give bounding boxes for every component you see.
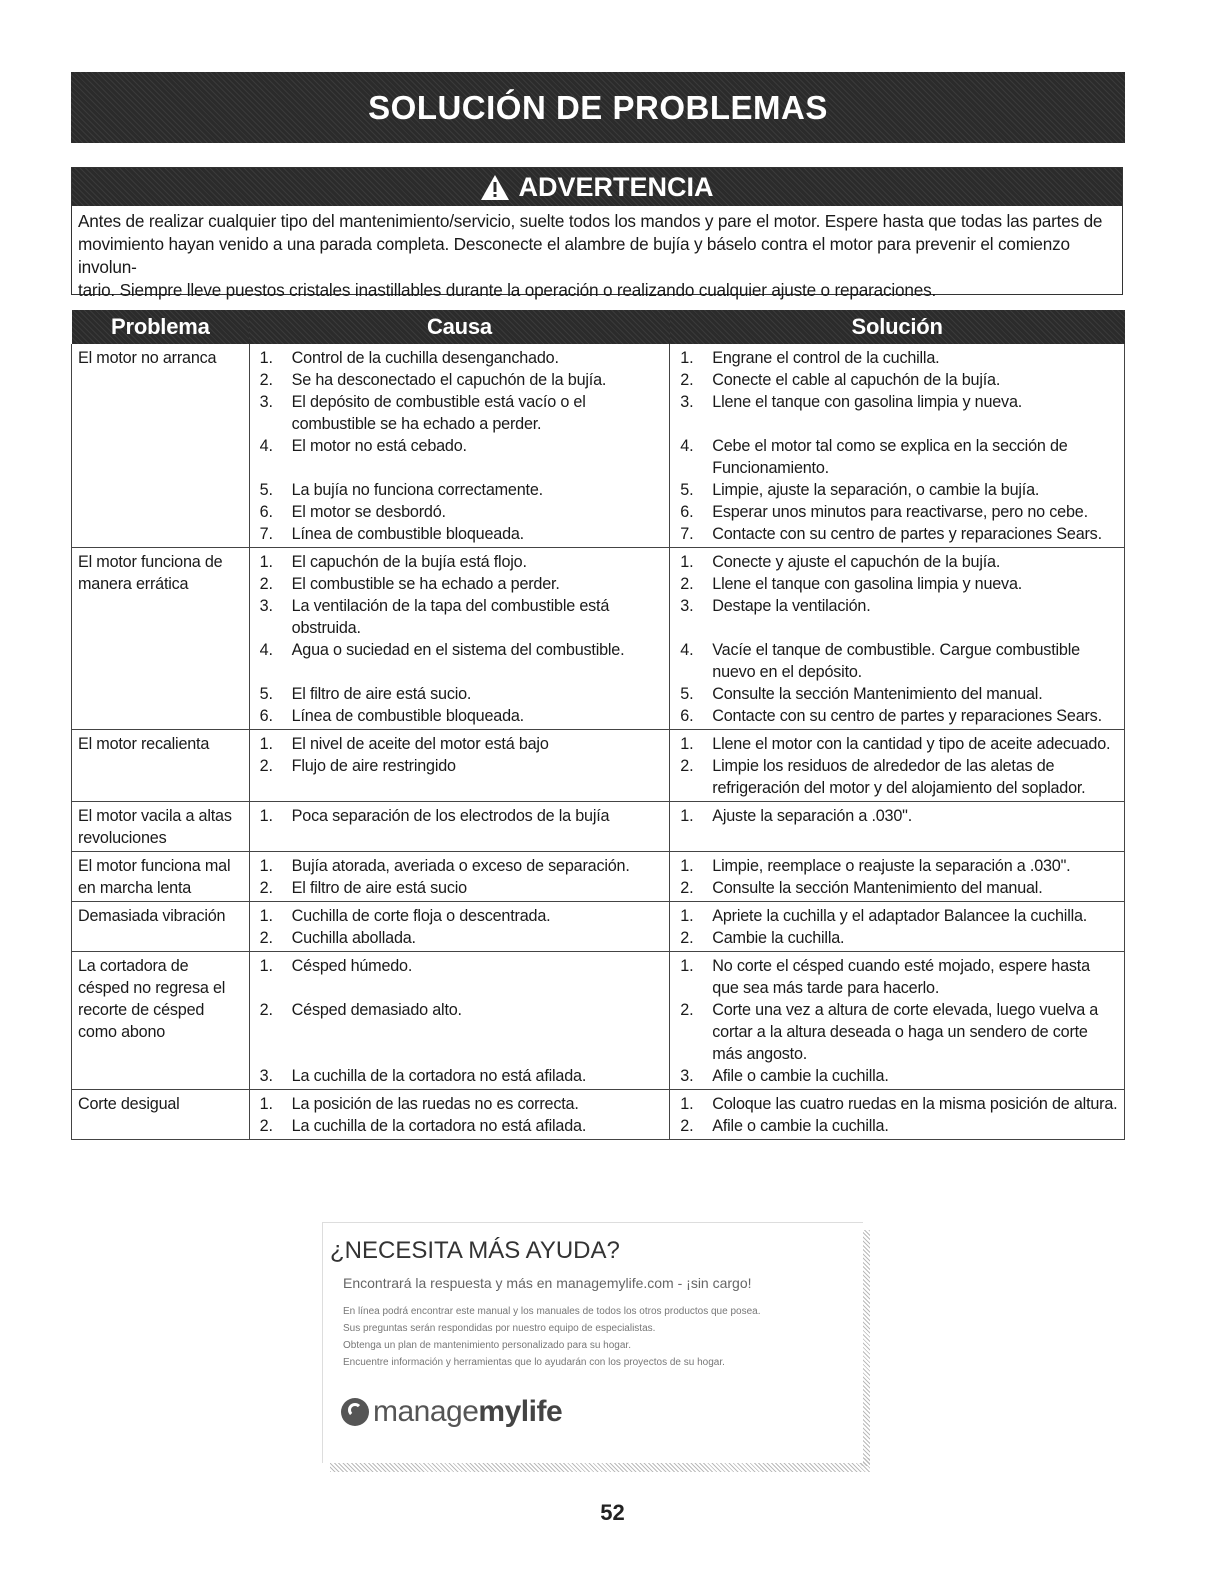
problem-cell: El motor vacila a altas revoluciones bbox=[72, 802, 250, 852]
item-text: La cuchilla de la cortadora no está afilada. bbox=[291, 1067, 587, 1085]
solution-cell bbox=[670, 730, 1125, 802]
title-banner bbox=[71, 72, 1125, 143]
cause-item bbox=[256, 905, 664, 927]
cause-item bbox=[256, 705, 664, 727]
cause-cell bbox=[249, 1090, 670, 1140]
solution-item bbox=[676, 523, 1118, 545]
item-number: 4. bbox=[259, 437, 273, 455]
promo-line: Sus preguntas serán respondidas por nuestro equipo de especialistas. bbox=[343, 1323, 656, 1334]
item-text: Consulte la sección Mantenimiento del manual. bbox=[712, 685, 1043, 703]
solution-item bbox=[676, 551, 1118, 573]
warning-line: Antes de realizar cualquier tipo del mantenimiento/servicio, suelte todos los mandos y pare el motor. Espere hasta que todas las partes de bbox=[78, 211, 1103, 231]
cause-item bbox=[256, 523, 664, 545]
cause-item bbox=[256, 347, 664, 369]
problem-cell: Demasiada vibración bbox=[72, 902, 250, 952]
help-promo-box bbox=[322, 1222, 870, 1472]
solution-item bbox=[676, 877, 1118, 899]
solution-item bbox=[676, 855, 1118, 877]
item-number: 1. bbox=[259, 1095, 273, 1113]
item-text: Contacte con su centro de partes y reparaciones Sears. bbox=[712, 707, 1102, 725]
item-number: 2. bbox=[680, 575, 694, 593]
item-number: 2. bbox=[680, 879, 694, 897]
promo-line: Obtenga un plan de mantenimiento personalizado para su hogar. bbox=[343, 1340, 631, 1351]
table-row bbox=[72, 730, 1125, 802]
item-text: El motor no está cebado. bbox=[291, 437, 467, 455]
page-title: SOLUCIÓN DE PROBLEMAS bbox=[368, 88, 828, 126]
item-text: Cuchilla de corte floja o descentrada. bbox=[291, 907, 551, 925]
solution-item bbox=[676, 479, 1118, 501]
solution-item bbox=[676, 347, 1118, 369]
cause-item bbox=[256, 639, 664, 683]
item-number: 2. bbox=[259, 879, 273, 897]
item-number: 7. bbox=[680, 525, 694, 543]
item-text: Contacte con su centro de partes y reparaciones Sears. bbox=[712, 525, 1102, 543]
item-number: 1. bbox=[680, 1095, 694, 1113]
cause-item bbox=[256, 855, 664, 877]
item-text: Césped húmedo. bbox=[291, 957, 413, 975]
item-number: 5. bbox=[259, 481, 273, 499]
item-text: El nivel de aceite del motor está bajo bbox=[291, 735, 549, 753]
item-number: 1. bbox=[259, 807, 273, 825]
solution-item bbox=[676, 1093, 1118, 1115]
item-text: La posición de las ruedas no es correcta. bbox=[291, 1095, 579, 1113]
cause-cell bbox=[249, 344, 670, 548]
item-number: 1. bbox=[680, 857, 694, 875]
item-text: La ventilación de la tapa del combustible está obstruida. bbox=[291, 597, 610, 637]
promo-subheading: Encontrará la respuesta y más en managemylife.com - ¡sin cargo! bbox=[343, 1275, 752, 1291]
warning-box bbox=[71, 167, 1123, 300]
solution-cell bbox=[670, 548, 1125, 730]
cause-item bbox=[256, 369, 664, 391]
item-text: Agua o suciedad en el sistema del combustible. bbox=[291, 641, 625, 659]
item-number: 3. bbox=[680, 393, 694, 411]
warning-heading: ADVERTENCIA bbox=[518, 171, 714, 202]
item-text: Cambie la cuchilla. bbox=[712, 929, 845, 947]
promo-frame bbox=[322, 1222, 863, 1463]
problem-cell: El motor recalienta bbox=[72, 730, 250, 802]
item-text: La cuchilla de la cortadora no está afilada. bbox=[291, 1117, 587, 1135]
logo-mark-icon bbox=[341, 1398, 369, 1426]
cause-item bbox=[256, 1093, 664, 1115]
solution-cell bbox=[670, 852, 1125, 902]
cause-item bbox=[256, 595, 664, 639]
solution-item bbox=[676, 905, 1118, 927]
table-body bbox=[72, 344, 1125, 1140]
cause-item bbox=[256, 551, 664, 573]
problem-cell: Corte desigual bbox=[72, 1090, 250, 1140]
page-number: 52 bbox=[600, 1500, 625, 1525]
solution-cell bbox=[670, 952, 1125, 1090]
item-text: El filtro de aire está sucio. bbox=[291, 685, 472, 703]
cause-item bbox=[256, 999, 664, 1065]
item-number: 2. bbox=[259, 1001, 273, 1019]
item-text: Limpie, reemplace o reajuste la separación a .030". bbox=[712, 857, 1071, 875]
table-header-row bbox=[72, 310, 1125, 344]
table-row bbox=[72, 1090, 1125, 1140]
item-text: Destape la ventilación. bbox=[712, 597, 871, 615]
promo-line: En línea podrá encontrar este manual y los manuales de todos los otros productos que posea. bbox=[343, 1306, 761, 1317]
item-number: 3. bbox=[259, 1067, 273, 1085]
item-number: 1. bbox=[259, 957, 273, 975]
item-text: Se ha desconectado el capuchón de la bujía. bbox=[291, 371, 607, 389]
problem-cell: El motor funciona mal en marcha lenta bbox=[72, 852, 250, 902]
problem-cell: La cortadora de césped no regresa el recorte de césped como abono bbox=[72, 952, 250, 1090]
item-number: 1. bbox=[259, 907, 273, 925]
item-number: 5. bbox=[680, 481, 694, 499]
item-number: 1. bbox=[259, 857, 273, 875]
logo-word-a: manage bbox=[373, 1395, 479, 1428]
item-number: 1. bbox=[680, 957, 694, 975]
item-number: 1. bbox=[680, 553, 694, 571]
item-text: Llene el tanque con gasolina limpia y nueva. bbox=[712, 575, 1023, 593]
cause-item bbox=[256, 683, 664, 705]
item-number: 3. bbox=[680, 1067, 694, 1085]
item-text: Afile o cambie la cuchilla. bbox=[712, 1067, 889, 1085]
item-number: 1. bbox=[680, 735, 694, 753]
solution-item bbox=[676, 705, 1118, 727]
item-number: 5. bbox=[259, 685, 273, 703]
item-text: Afile o cambie la cuchilla. bbox=[712, 1117, 889, 1135]
warning-triangle-icon bbox=[480, 174, 510, 201]
item-text: Coloque las cuatro ruedas en la misma posición de altura. bbox=[712, 1095, 1118, 1113]
cause-item bbox=[256, 877, 664, 899]
solution-cell bbox=[670, 344, 1125, 548]
item-number: 2. bbox=[259, 371, 273, 389]
solution-item bbox=[676, 639, 1118, 683]
solution-item bbox=[676, 683, 1118, 705]
item-number: 2. bbox=[259, 575, 273, 593]
item-number: 3. bbox=[259, 597, 273, 615]
warning-line: movimiento hayan venido a una parada completa. Desconecte el alambre de bujía y báselo contra el motor para prevenir el comienzo involun- bbox=[78, 234, 1070, 277]
item-text: Esperar unos minutos para reactivarse, pero no cebe. bbox=[712, 503, 1088, 521]
item-number: 1. bbox=[680, 807, 694, 825]
warning-line: tario. Siempre lleve puestos cristales inastillables durante la operación o realizando cualquier ajuste o reparaciones. bbox=[78, 280, 937, 300]
item-text: El capuchón de la bujía está flojo. bbox=[291, 553, 527, 571]
item-number: 1. bbox=[259, 735, 273, 753]
managemylife-logo bbox=[341, 1395, 562, 1429]
logo-word-b: mylife bbox=[478, 1395, 563, 1428]
item-text: Cuchilla abollada. bbox=[291, 929, 416, 947]
promo-line: Encuentre información y herramientas que lo ayudarán con los proyectos de su hogar. bbox=[343, 1357, 725, 1368]
table-row bbox=[72, 902, 1125, 952]
item-number: 2. bbox=[680, 371, 694, 389]
logo-wordmark bbox=[373, 1395, 562, 1429]
item-text: Corte una vez a altura de corte elevada, luego vuelva a cortar a la altura deseada o haga un sendero de corte más angosto. bbox=[712, 1001, 1099, 1063]
promo-lines bbox=[343, 1303, 760, 1371]
solution-cell bbox=[670, 902, 1125, 952]
cause-item bbox=[256, 435, 664, 479]
solution-item bbox=[676, 435, 1118, 479]
solution-cell bbox=[670, 802, 1125, 852]
cause-item bbox=[256, 391, 664, 435]
item-text: Ajuste la separación a .030". bbox=[712, 807, 912, 825]
item-text: Bujía atorada, averiada o exceso de separación. bbox=[291, 857, 630, 875]
item-text: El combustible se ha echado a perder. bbox=[291, 575, 560, 593]
item-number: 4. bbox=[680, 437, 694, 455]
item-text: Llene el tanque con gasolina limpia y nueva. bbox=[712, 393, 1023, 411]
item-number: 1. bbox=[680, 907, 694, 925]
item-text: Línea de combustible bloqueada. bbox=[291, 525, 524, 543]
item-number: 2. bbox=[680, 757, 694, 775]
item-text: El motor se desbordó. bbox=[291, 503, 446, 521]
column-header-causa: Causa bbox=[249, 310, 670, 344]
solution-cell bbox=[670, 1090, 1125, 1140]
promo-heading: ¿NECESITA MÁS AYUDA? bbox=[330, 1237, 620, 1264]
item-number: 1. bbox=[680, 349, 694, 367]
solution-item bbox=[676, 927, 1118, 949]
item-number: 2. bbox=[259, 1117, 273, 1135]
cause-cell bbox=[249, 548, 670, 730]
item-text: Limpie los residuos de alrededor de las aletas de refrigeración del motor y del alojamiento del soplador. bbox=[712, 757, 1086, 797]
item-text: Limpie, ajuste la separación, o cambie la bujía. bbox=[712, 481, 1040, 499]
item-number: 1. bbox=[259, 553, 273, 571]
table-row bbox=[72, 952, 1125, 1090]
cause-item bbox=[256, 955, 664, 999]
item-number: 6. bbox=[680, 503, 694, 521]
solution-item bbox=[676, 805, 1118, 827]
item-number: 5. bbox=[680, 685, 694, 703]
item-number: 2. bbox=[259, 757, 273, 775]
item-text: No corte el césped cuando esté mojado, espere hasta que sea más tarde para hacerlo. bbox=[712, 957, 1090, 997]
warning-text bbox=[72, 206, 1122, 302]
item-text: Llene el motor con la cantidad y tipo de aceite adecuado. bbox=[712, 735, 1111, 753]
item-number: 2. bbox=[259, 929, 273, 947]
item-number: 3. bbox=[259, 393, 273, 411]
item-number: 3. bbox=[680, 597, 694, 615]
table-row bbox=[72, 802, 1125, 852]
item-text: Conecte y ajuste el capuchón de la bujía. bbox=[712, 553, 1001, 571]
item-text: El filtro de aire está sucio bbox=[291, 879, 467, 897]
item-text: Consulte la sección Mantenimiento del manual. bbox=[712, 879, 1043, 897]
solution-item bbox=[676, 1115, 1118, 1137]
cause-cell bbox=[249, 952, 670, 1090]
item-number: 4. bbox=[259, 641, 273, 659]
solution-item bbox=[676, 501, 1118, 523]
item-number: 2. bbox=[680, 929, 694, 947]
item-number: 6. bbox=[259, 707, 273, 725]
solution-item bbox=[676, 999, 1118, 1065]
cause-item bbox=[256, 927, 664, 949]
item-text: Césped demasiado alto. bbox=[291, 1001, 462, 1019]
solution-item bbox=[676, 1065, 1118, 1087]
solution-item bbox=[676, 391, 1118, 435]
problem-cell: El motor no arranca bbox=[72, 344, 250, 548]
item-text: Control de la cuchilla desenganchado. bbox=[291, 349, 559, 367]
cause-cell bbox=[249, 730, 670, 802]
solution-item bbox=[676, 955, 1118, 999]
column-header-problema: Problema bbox=[72, 310, 250, 344]
item-number: 6. bbox=[259, 503, 273, 521]
item-text: La bujía no funciona correctamente. bbox=[291, 481, 543, 499]
table-row bbox=[72, 344, 1125, 548]
column-header-solucion: Solución bbox=[670, 310, 1125, 344]
cause-item bbox=[256, 501, 664, 523]
item-text: Línea de combustible bloqueada. bbox=[291, 707, 524, 725]
item-number: 2. bbox=[680, 1001, 694, 1019]
item-text: Cebe el motor tal como se explica en la sección de Funcionamiento. bbox=[712, 437, 1068, 477]
solution-item bbox=[676, 573, 1118, 595]
cause-item bbox=[256, 733, 664, 755]
warning-header bbox=[72, 168, 1122, 206]
cause-cell bbox=[249, 802, 670, 852]
table-row bbox=[72, 852, 1125, 902]
item-text: Flujo de aire restringido bbox=[291, 757, 456, 775]
item-number: 2. bbox=[680, 1117, 694, 1135]
item-text: Engrane el control de la cuchilla. bbox=[712, 349, 940, 367]
troubleshooting-table bbox=[71, 310, 1125, 1140]
solution-item bbox=[676, 733, 1118, 755]
item-number: 6. bbox=[680, 707, 694, 725]
cause-item bbox=[256, 1065, 664, 1087]
item-number: 1. bbox=[259, 349, 273, 367]
item-text: Poca separación de los electrodos de la bujía bbox=[291, 807, 610, 825]
item-text: Vacíe el tanque de combustible. Cargue combustible nuevo en el depósito. bbox=[712, 641, 1080, 681]
item-text: Apriete la cuchilla y el adaptador Balancee la cuchilla. bbox=[712, 907, 1088, 925]
table-row bbox=[72, 548, 1125, 730]
cause-item bbox=[256, 573, 664, 595]
cause-cell bbox=[249, 852, 670, 902]
item-number: 7. bbox=[259, 525, 273, 543]
problem-cell: El motor funciona de manera errática bbox=[72, 548, 250, 730]
item-text: Conecte el cable al capuchón de la bujía. bbox=[712, 371, 1001, 389]
cause-item bbox=[256, 755, 664, 799]
cause-item bbox=[256, 1115, 664, 1137]
item-text: El depósito de combustible está vacío o el combustible se ha echado a perder. bbox=[291, 393, 586, 433]
item-number: 4. bbox=[680, 641, 694, 659]
solution-item bbox=[676, 595, 1118, 639]
solution-item bbox=[676, 755, 1118, 799]
cause-cell bbox=[249, 902, 670, 952]
cause-item bbox=[256, 479, 664, 501]
solution-item bbox=[676, 369, 1118, 391]
cause-item bbox=[256, 805, 664, 827]
